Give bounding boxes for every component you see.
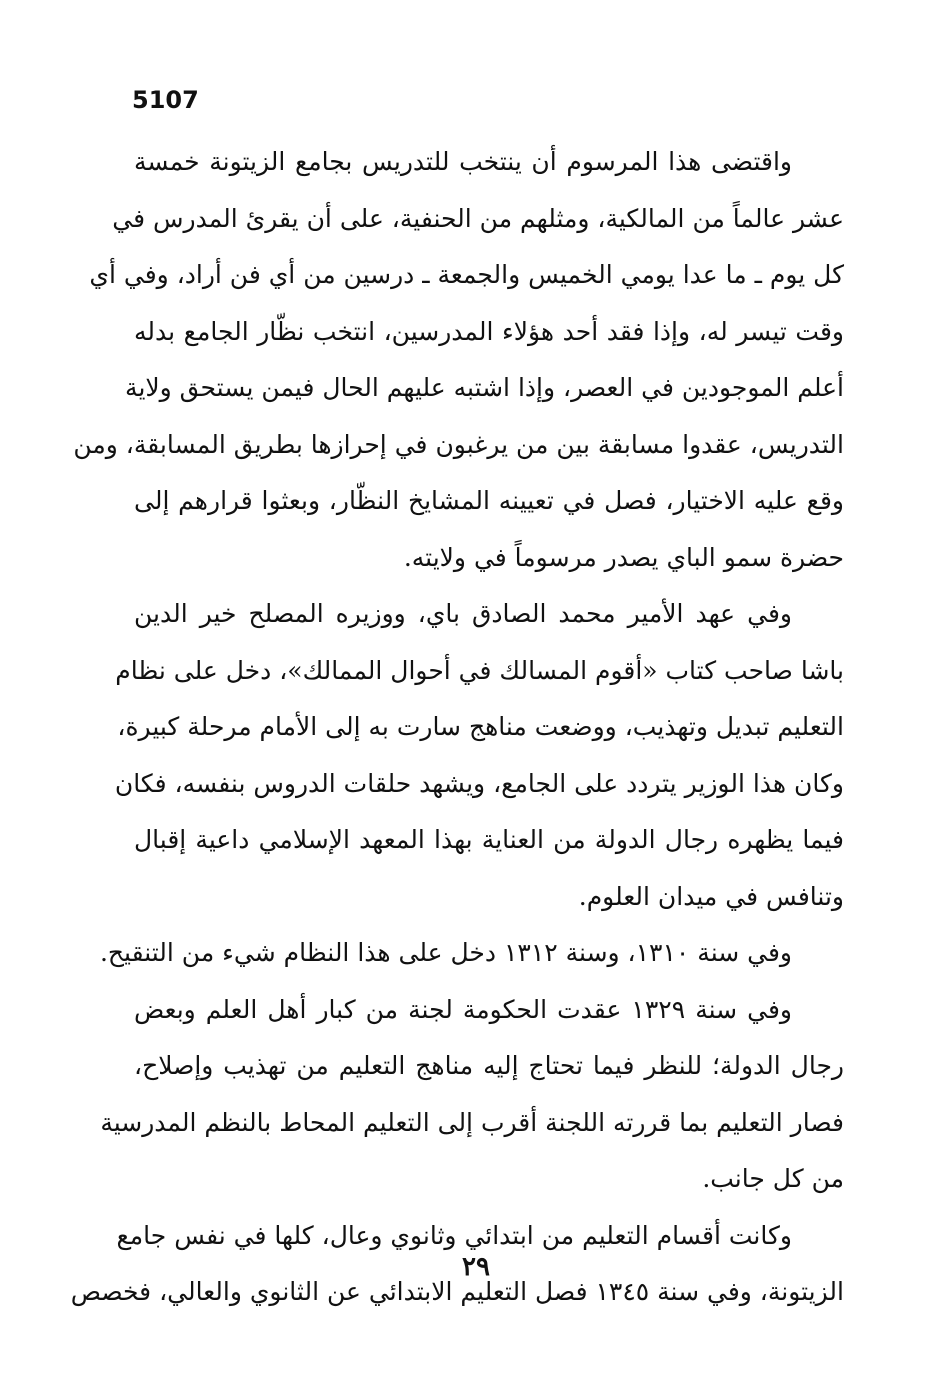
- paragraph: [114, 586, 844, 925]
- text-line: وكانت أقسام التعليم من ابتدائي وثانوي وعال، كلها في نفس جامع: [116, 1220, 792, 1250]
- text-line: باشا صاحب كتاب «أقوم المسالك في أحوال الممالك»، دخل على نظام: [115, 655, 844, 685]
- text-line: وتنافس في ميدان العلوم.: [578, 881, 844, 911]
- text-line: وكان هذا الوزير يتردد على الجامع، ويشهد حلقات الدروس بنفسه، فكان: [114, 768, 844, 798]
- text-line: وقت تيسر له، وإذا فقد أحد هؤلاء المدرسين، انتخب نظّار الجامع بدله: [134, 316, 844, 346]
- paragraph: [73, 134, 844, 586]
- text-line: فيما يظهره رجال الدولة من العناية بهذا المعهد الإسلامي داعية إقبال: [134, 825, 844, 854]
- text-line: حضرة سمو الباي يصدر مرسوماً في ولايته.: [403, 542, 844, 572]
- text-line: وفي سنة ١٣١٠، وسنة ١٣١٢ دخل على هذا النظام شيء من التنقيح.: [99, 938, 792, 967]
- page-identifier: 5107: [132, 86, 199, 114]
- text-line: عشر عالماً من المالكية، ومثلهم من الحنفية، على أن يقرئ المدرس في: [112, 203, 844, 233]
- text-line: كل يوم ـ ما عدا يومي الخميس والجمعة ـ درسين من أي فن أراد، وفي أي: [89, 260, 844, 289]
- paragraph: [100, 982, 844, 1208]
- text-line: فصار التعليم بما قررته اللجنة أقرب إلى التعليم المحاط بالنظم المدرسية: [100, 1107, 844, 1137]
- text-line: رجال الدولة؛ للنظر فيما تحتاج إليه مناهج التعليم من تهذيب وإصلاح،: [134, 1051, 844, 1080]
- page-number: ٢٩: [462, 1252, 490, 1282]
- text-line: التعليم تبديل وتهذيب، ووضعت مناهج سارت به إلى الأمام مرحلة كبيرة،: [117, 712, 844, 741]
- paragraph: [99, 925, 844, 982]
- text-line: التدريس، عقدوا مسابقة بين من يرغبون في إحرازها بطريق المسابقة، ومن: [73, 429, 844, 459]
- text-line: وقع عليه الاختيار، فصل في تعيينه المشايخ النظّار، وبعثوا قرارهم إلى: [134, 486, 844, 515]
- text-line: أعلم الموجودين في العصر، وإذا اشتبه عليهم الحال فيمن يستحق ولاية: [125, 373, 844, 402]
- text-line: من كل جانب.: [702, 1164, 844, 1193]
- text-line: الزيتونة، وفي سنة ١٣٤٥ فصل التعليم الابتدائي عن الثانوي والعالي، فخصص: [70, 1277, 844, 1306]
- body-text: [70, 134, 844, 1321]
- text-line: واقتضى هذا المرسوم أن ينتخب للتدريس بجامع الزيتونة خمسة: [134, 147, 792, 176]
- text-line: وفي سنة ١٣٢٩ عقدت الحكومة لجنة من كبار أهل العلم وبعض: [134, 994, 792, 1024]
- text-line: وفي عهد الأمير محمد الصادق باي، ووزيره المصلح خير الدين: [134, 599, 792, 628]
